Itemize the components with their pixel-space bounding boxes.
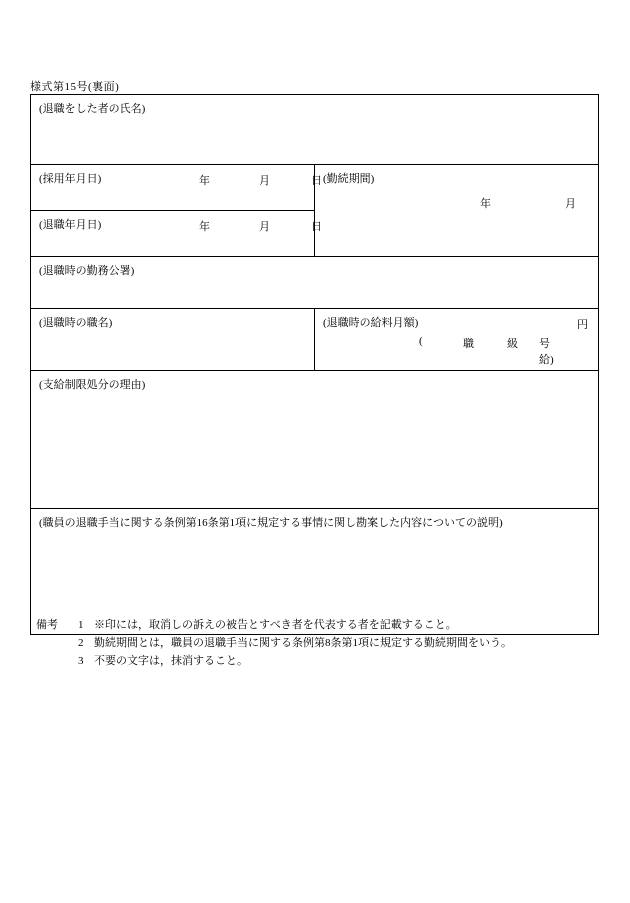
table-row-retiree-name xyxy=(31,95,599,165)
cell-position-at-retirement[interactable] xyxy=(31,309,315,371)
salary-detail-open-paren: ( xyxy=(419,335,423,347)
service-period-year-token: 年 xyxy=(480,198,492,210)
position-at-retirement-label: (退職時の職名) xyxy=(39,317,113,329)
salary-unit-label: 円 xyxy=(577,319,589,331)
retire-date-label: (退職年月日) xyxy=(39,219,102,231)
reason-for-restriction-label: (支給制限処分の理由) xyxy=(39,379,146,391)
table-row-hire-date xyxy=(31,165,599,211)
notes-heading: 備考 xyxy=(36,619,58,631)
hire-date-day-token: 日 xyxy=(311,175,322,187)
note-number-3: 3 xyxy=(78,655,84,668)
cell-office-at-retirement[interactable] xyxy=(31,257,599,309)
table-row-position-salary xyxy=(31,309,599,371)
cell-reason-for-restriction[interactable] xyxy=(31,371,599,509)
cell-retiree-name[interactable] xyxy=(31,95,599,165)
note-item-2 xyxy=(36,634,606,652)
cell-hire-date[interactable] xyxy=(31,165,322,211)
office-at-retirement-label: (退職時の勤務公署) xyxy=(39,265,135,277)
cell-retire-date[interactable] xyxy=(31,211,322,257)
retire-date-day-token: 日 xyxy=(311,221,322,233)
note-item-3 xyxy=(36,652,606,670)
table-row-reason xyxy=(31,371,599,509)
cell-monthly-salary[interactable] xyxy=(315,309,599,371)
retirement-allowance-form-table xyxy=(30,94,599,635)
retire-date-year-token: 年 xyxy=(199,221,210,233)
explanation-label: (職員の退職手当に関する条例第16条第1項に規定する事情に関し勘案した内容についての説明) xyxy=(39,517,503,529)
monthly-salary-label: (退職時の給料月額) xyxy=(323,317,419,329)
notes-section xyxy=(36,616,606,670)
hire-date-label: (採用年月日) xyxy=(39,173,102,185)
note-number-2: 2 xyxy=(78,637,84,650)
salary-detail-shoku-token: 職 xyxy=(463,338,474,350)
table-row-office xyxy=(31,257,599,309)
note-text-3: 不要の文字は，抹消すること。 xyxy=(94,655,248,668)
salary-detail-kyu-token: 級 xyxy=(507,338,518,350)
retire-date-month-token: 月 xyxy=(259,221,270,233)
note-item-1 xyxy=(36,616,606,634)
cell-service-period[interactable] xyxy=(315,165,599,257)
hire-date-month-token: 月 xyxy=(259,175,270,187)
salary-detail-goukyu-token: 号給) xyxy=(539,338,554,366)
note-number-1: 1 xyxy=(78,619,84,631)
service-period-label: (勤続期間) xyxy=(323,173,375,185)
note-text-1: ※印には，取消しの訴えの被告とすべき者を代表する者を記載すること。 xyxy=(94,619,457,631)
note-text-2: 勤続期間とは，職員の退職手当に関する条例第8条第1項に規定する勤続期間をいう。 xyxy=(94,637,512,650)
service-period-month-token: 月 xyxy=(565,198,577,210)
hire-date-year-token: 年 xyxy=(199,175,210,187)
retiree-name-label: (退職をした者の氏名) xyxy=(39,103,146,115)
form-number: 様式第15号(裏面) xyxy=(30,81,120,93)
